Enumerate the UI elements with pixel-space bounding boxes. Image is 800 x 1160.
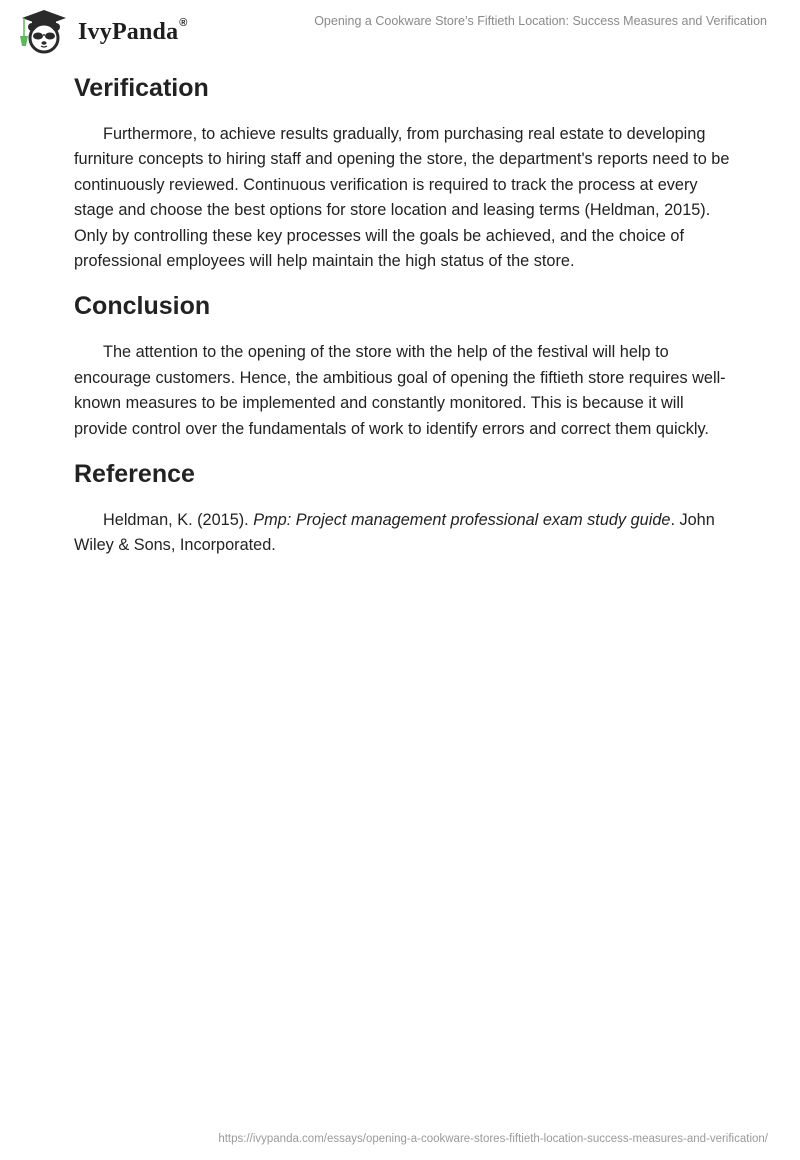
paragraph: Furthermore, to achieve results gradually, from purchasing real estate to developing furniture concepts to hiring staff and opening the store, the department's reports need to be continuously reviewed. Continuous verification is required to track the process at every stage and choose the best options for store location and leasing terms (Heldman, 2015). Only by controlling these key processes will the goals be achieved, and the choice of professional employees will help maintain the high status of the store. [74, 125, 730, 271]
section-verification [74, 68, 734, 274]
reference-title: Pmp: Project management professional exam study guide [253, 511, 671, 530]
document-title: Opening a Cookware Store’s Fiftieth Location: Success Measures and Verification [314, 14, 767, 28]
essay-content [74, 68, 734, 559]
paragraph: The attention to the opening of the store with the help of the festival will help to encourage customers. Hence, the ambitious goal of opening the fiftieth store requires well-known measures to be implemented and constantly monitored. This is because it will provide control over the fundamentals of work to identify errors and correct them quickly. [74, 343, 726, 438]
section-heading: Reference [74, 460, 195, 489]
reference-publisher: . John Wiley & Sons, Incorporated. [74, 511, 715, 555]
registered-mark: ® [179, 16, 188, 29]
section-reference [74, 454, 734, 559]
ivypanda-logo[interactable] [16, 8, 188, 52]
page-header [0, 0, 800, 60]
panda-graduate-icon [16, 8, 72, 52]
source-url[interactable]: https://ivypanda.com/essays/opening-a-cookware-stores-fiftieth-location-success-measures-and-verification/ [218, 1133, 768, 1145]
reference-entry [74, 508, 734, 559]
section-heading: Verification [74, 74, 209, 102]
brand-name: IvyPanda® [78, 16, 188, 45]
reference-author-year: Heldman, K. (2015). [103, 511, 254, 530]
section-heading: Conclusion [74, 292, 211, 321]
section-conclusion [74, 286, 734, 442]
